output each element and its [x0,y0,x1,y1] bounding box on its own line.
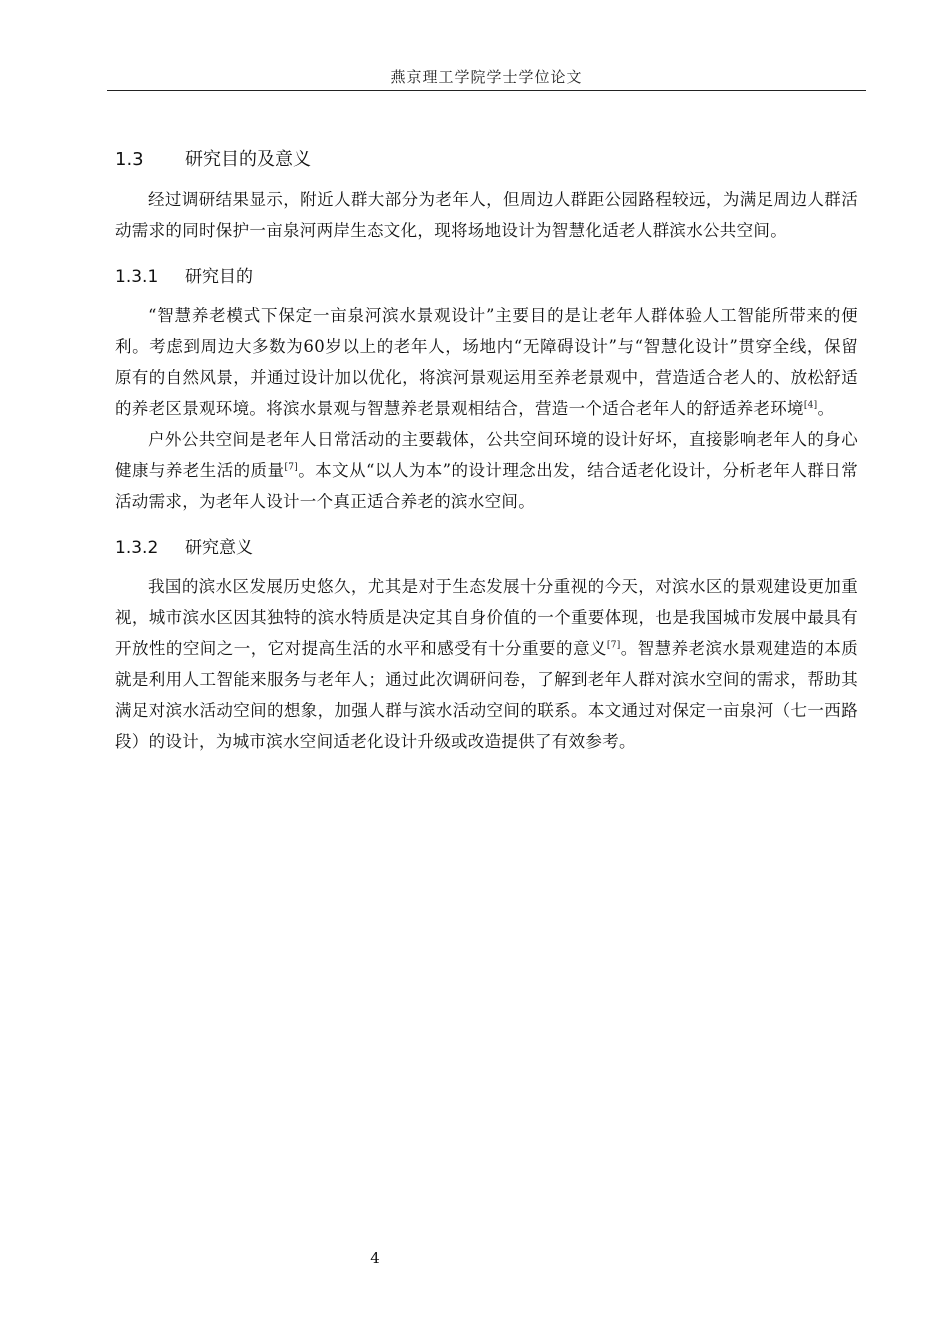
paragraph-text: “智慧养老模式下保定一亩泉河滨水景观设计”主要目的是让老年人群体验人工智能所带来的便利。考虑到周边大多数为60岁以上的老年人，场地内“无障碍设计”与“智慧化设计”贯穿全线，保留原有的自然风景，并通过设计加以优化，将滨河景观运用至养老景观中，营造适合老人的、放松舒适的养老区景观环境。将滨水景观与智慧养老景观相结合，营造一个适合老年人的舒适养老环境 [115,306,858,418]
citation: [7] [284,462,299,473]
citation: [4] [803,400,818,411]
page-number: 4 [370,1249,380,1267]
section-number: 1.3.1 [115,267,159,287]
paragraph-1-3-intro: 经过调研结果显示，附近人群大部分为老年人，但周边人群距公园路程较远，为满足周边人群活动需求的同时保护一亩泉河两岸生态文化，现将场地设计为智慧化适老人群滨水公共空间。 [115,190,858,240]
paragraph-text: 我国的滨水区发展历史悠久，尤其是对于生态发展十分重视的今天，对滨水区的景观建设更加重视，城市滨水区因其独特的滨水特质是决定其自身价值的一个重要体现，也是我国城市发展中最具有开放性的空间之一，它对提高生活的水平和感受有十分重要的意义 [115,577,858,658]
citation: [7] [606,640,621,651]
paragraph-1-3-1-second [115,424,858,517]
paragraph-text: 。智慧养老滨水景观建造的本质就是利用人工智能来服务与老年人；通过此次调研问卷，了解到老年人群对滨水空间的需求，帮助其满足对滨水活动空间的想象，加强人群与滨水活动空间的联系。本文通过对保定一亩泉河（七一西路段）的设计，为城市滨水空间适老化设计升级或改造提供了有效参考。 [115,639,859,751]
document-body [115,140,858,757]
paragraph-1-3-2 [115,571,858,757]
section-heading-1-3 [115,142,858,178]
page-header [107,66,866,91]
paragraph-text: 。本文从“以人为本”的设计理念出发，结合适老化设计，分析老年人群日常活动需求，为老年人设计一个真正适合养老的滨水空间。 [115,461,859,511]
section-heading-1-3-1 [115,260,858,294]
section-title: 研究意义 [185,538,253,558]
section-heading-1-3-2 [115,531,858,565]
section-number: 1.3.2 [115,538,159,558]
section-title: 研究目的及意义 [185,149,311,170]
section-title: 研究目的 [185,267,253,287]
paragraph-text: 户外公共空间是老年人日常活动的主要载体，公共空间环境的设计好坏，直接影响老年人的身心健康与养老生活的质量 [115,430,858,480]
paragraph-1-3-1-first [115,300,858,424]
header-title: 燕京理工学院学士学位论文 [390,68,583,86]
paragraph-end: 。 [817,399,835,418]
section-number: 1.3 [115,149,144,170]
